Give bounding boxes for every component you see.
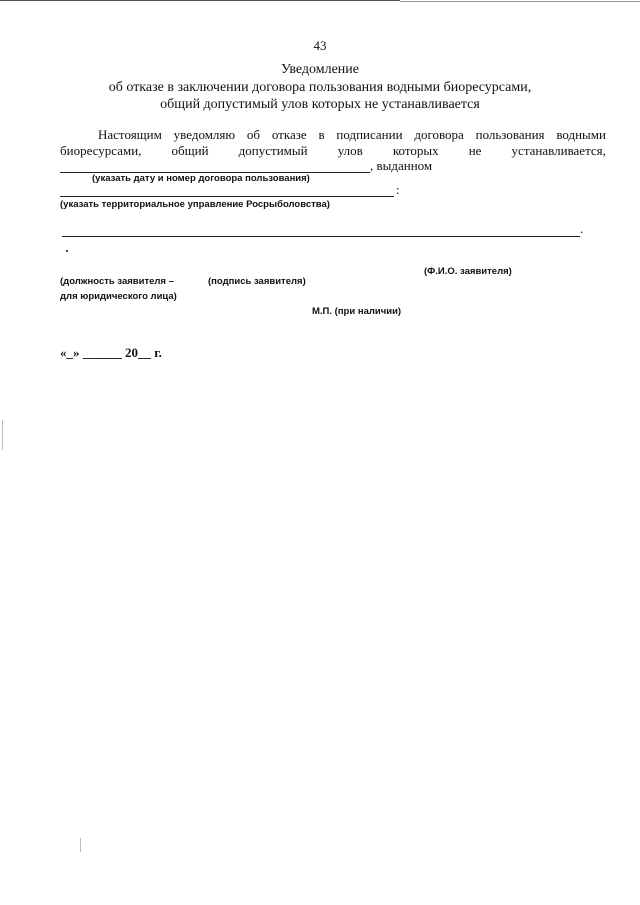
word: не (468, 143, 482, 158)
paragraph-line-1 (98, 127, 606, 143)
word: пользования (475, 127, 545, 142)
word: подписании (336, 127, 403, 142)
paragraph-line-2 (60, 143, 606, 159)
word: Настоящим (98, 127, 162, 142)
word: биоресурсами, (60, 143, 142, 158)
word: об (246, 127, 261, 142)
authority-colon: : (396, 182, 400, 197)
date-suffix: г. (154, 345, 162, 360)
date-line (60, 345, 162, 361)
authority-fill-line (60, 196, 394, 197)
issued-text: , выданном (370, 158, 433, 173)
applicant-name-label: (Ф.И.О. заявителя) (424, 266, 512, 277)
word: отказе (271, 127, 307, 142)
scan-edge-top (0, 0, 400, 1)
word: общий (171, 143, 209, 158)
applicant-signature-label: (подпись заявителя) (208, 276, 306, 287)
reason-period: . (580, 221, 584, 236)
scan-speck (66, 250, 68, 252)
document-subtitle-line1: об отказе в заключении договора пользования водными биоресурсами, (108, 80, 532, 95)
word: уведомляю (173, 127, 236, 142)
applicant-position-label-2: для юридического лица) (60, 291, 177, 302)
word: улов (337, 143, 363, 158)
seal-label: М.П. (при наличии) (312, 306, 402, 317)
word: допустимый (238, 143, 308, 158)
word: в (318, 127, 325, 142)
authority-hint: (указать территориальное управление Росрыболовства) (60, 199, 330, 210)
word: договора (414, 127, 464, 142)
date-year: 20__ (125, 345, 151, 360)
date-month-blank: ______ (82, 345, 122, 360)
scan-margin-mark (80, 838, 81, 852)
document-subtitle-line2: общий допустимый улов которых не устанавливается (160, 97, 480, 112)
word: водными (556, 127, 606, 142)
scan-margin-mark (2, 420, 3, 450)
reason-fill-line (62, 236, 580, 237)
contract-hint: (указать дату и номер договора пользования) (92, 173, 310, 184)
applicant-position-label: (должность заявителя – (60, 276, 174, 287)
date-day: «_» (60, 345, 80, 360)
document-title: Уведомление (280, 62, 359, 77)
word: устанавливается, (511, 143, 606, 158)
scan-edge-top-right (400, 1, 640, 2)
word: которых (392, 143, 439, 158)
page-number: 43 (313, 38, 327, 53)
